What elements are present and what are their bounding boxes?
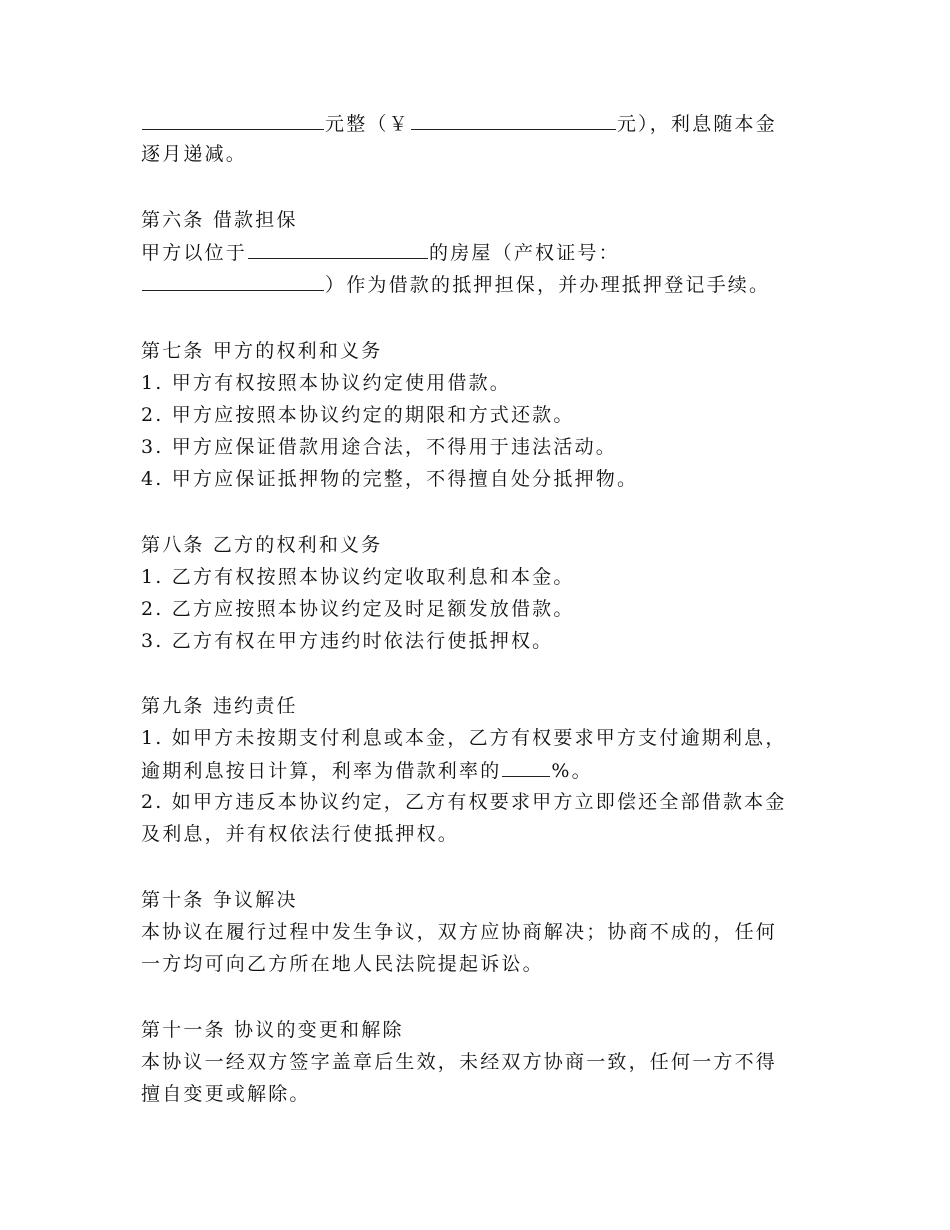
article7-item: 3. 甲方应保证借款用途合法，不得用于违法活动。: [141, 436, 617, 458]
article11-title: 第十一条 协议的变更和解除: [141, 1019, 404, 1041]
article8-item: 2. 乙方应按照本协议约定及时足额发放借款。: [141, 598, 575, 620]
article6-text-b: 的房屋（产权证号：: [429, 242, 620, 264]
article6-line1: [141, 240, 620, 265]
article9-item2-line1: 2. 如甲方违反本协议约定，乙方有权要求甲方立即偿还全部借款本金: [141, 791, 787, 813]
article9-title: 第九条 违约责任: [141, 695, 298, 717]
article10-line2: 一方均可向乙方所在地人民法院提起诉讼。: [141, 953, 544, 975]
amount-line: [141, 111, 777, 136]
article9-item1-line2: [141, 758, 593, 783]
article11-line2: 擅自变更或解除。: [141, 1083, 311, 1105]
article7-item: 4. 甲方应保证抵押物的完整，不得擅自处分抵押物。: [141, 468, 639, 490]
article6-text-c: ）作为借款的抵押担保，并办理抵押登记手续。: [325, 274, 771, 296]
article7-item: 2. 甲方应按照本协议约定的期限和方式还款。: [141, 404, 575, 426]
overdue-rate-blank[interactable]: [502, 758, 550, 777]
article7-title: 第七条 甲方的权利和义务: [141, 340, 383, 362]
amount-number-blank[interactable]: [411, 111, 616, 130]
article10-title: 第十条 争议解决: [141, 889, 298, 911]
article6-text-a: 甲方以位于: [141, 242, 248, 264]
property-cert-blank[interactable]: [142, 272, 324, 291]
article9-rate-text-a: 逾期利息按日计算，利率为借款利率的: [141, 760, 502, 782]
article9-item1-line1: 1. 如甲方未按期支付利息或本金，乙方有权要求甲方支付逾期利息，: [141, 727, 787, 749]
amount-line-2: 逐月递减。: [141, 143, 248, 165]
amount-text-b: 元），利息随本金: [616, 113, 777, 135]
article9-rate-text-b: %。: [551, 760, 593, 782]
article8-item: 1. 乙方有权按照本协议约定收取利息和本金。: [141, 566, 575, 588]
article6-line2: [141, 272, 770, 297]
amount-words-blank[interactable]: [142, 111, 324, 130]
article8-title: 第八条 乙方的权利和义务: [141, 534, 383, 556]
article11-line1: 本协议一经双方签字盖章后生效，未经双方协商一致，任何一方不得: [141, 1051, 778, 1073]
amount-text-a: 元整（￥: [325, 113, 410, 135]
article9-item2-line2: 及利息，并有权依法行使抵押权。: [141, 823, 460, 845]
article10-line1: 本协议在履行过程中发生争议，双方应协商解决；协商不成的，任何: [141, 921, 778, 943]
article6-title: 第六条 借款担保: [141, 209, 298, 231]
property-location-blank[interactable]: [248, 240, 428, 259]
article8-item: 3. 乙方有权在甲方违约时依法行使抵押权。: [141, 630, 554, 652]
article7-item: 1. 甲方有权按照本协议约定使用借款。: [141, 372, 511, 394]
